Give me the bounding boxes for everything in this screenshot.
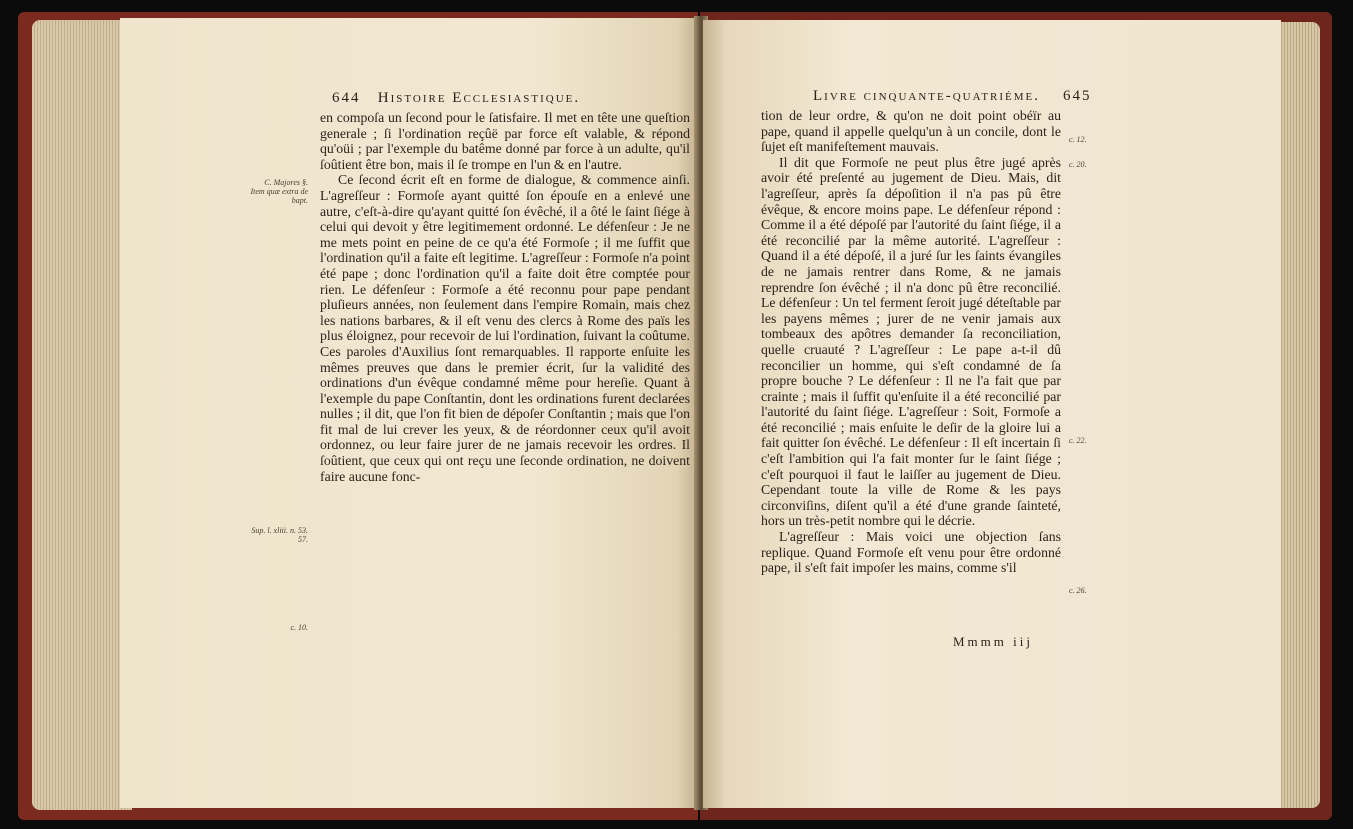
- left-page-header: [332, 90, 580, 107]
- signature-mark: Mmmm iij: [953, 634, 1033, 649]
- right-running-title: Livre cinquante-quatriéme.: [813, 88, 1041, 104]
- right-paragraph-1: tion de leur ordre, & qu'on ne doit point obéïr au pape, quand il appelle quelqu'un à un concile, dont le ſujet eſt manifeſtement mauvais.: [761, 108, 1061, 155]
- left-page-number: 644: [332, 90, 361, 106]
- left-margin-note-3: c. 10.: [290, 623, 308, 632]
- left-page-edges: [32, 20, 132, 810]
- right-body-text: [761, 108, 1061, 576]
- right-margin-note-1: c. 12.: [1069, 135, 1087, 144]
- right-page: [703, 20, 1281, 808]
- left-paragraph-2: Ce ſecond écrit eſt en forme de dialogue, & commence ainſi. L'agreſſeur : Formoſe ayant quitté ſon épouſe en a enlevé une autre, c'eſt-à-dire qu'ayant quitté ſon évêché, il a ôté le ſaint ſiége à celui qui devoit y être legitimement ordonné. Le défenſeur : Je ne me mets point en peine de ce qu'a été Formoſe ; il me ſuffit que l'ordination qu'il a faite eſt legitime. L'agreſſeur : Formoſe n'a point été pape ; donc l'ordination qu'il a faite doit être comptée pour rien. Le défenſeur : Formoſe a été reconnu pour pape pendant pluſieurs années, non ſeulement dans l'empire Romain, mais chez les nations barbares, & il eſt venu des clercs à Rome des païs les plus éloignez, pour recevoir de lui l'ordination, ſuivant la coûtume. Ces paroles d'Auxilius ſont remarquables. Il rapporte enſuite les mêmes preuves que dans le premier écrit, ſur la validité des ordinations d'un évêque condamné même pour hereſie. Quant à l'exemple du pape Conſtantin, dont les ordinations furent declarées nulles ; il dit, que l'on fit bien de dépoſer Conſtantin ; mais que l'on fit mal de lui crever les yeux, & de réordonner ceux qu'il avoit ordonnez, ou leur faire jurer de ne jamais recevoir les ordres. Il ſoûtient, que ceux qui ont reçu une ſeconde ordination, ne doivent faire aucune fonc-: [320, 172, 690, 484]
- left-margin-note-2: Sup. l. xliii. n. 53. 57.: [251, 526, 308, 544]
- right-paragraph-3: L'agreſſeur : Mais voici une objection ſans replique. Quand Formoſe eſt venu pour être ordonné pape, il s'eſt fait impoſer les mains, comme s'il: [761, 529, 1061, 576]
- left-paragraph-1: en compoſa un ſecond pour le ſatisfaire. Il met en tête une queſtion generale ; ſi l'ordination reçûë par force eſt valable, & répond qu'oüi ; par l'exemple du batême donné par force à un adulte, qu'il ſoûtient être bon, mais il ſe trompe en l'un & en l'autre.: [320, 110, 690, 172]
- left-margin-note-1: C. Majores §. Item quæ extra de bapt.: [250, 178, 308, 205]
- right-margin-note-2: c. 20.: [1069, 160, 1087, 169]
- left-body-text: [320, 110, 690, 484]
- right-margin-note-4: c. 26.: [1069, 586, 1087, 595]
- right-margin-note-3: c. 22.: [1069, 436, 1087, 445]
- right-page-header: [813, 88, 1092, 105]
- left-running-title: Histoire Ecclesiastique.: [377, 90, 581, 106]
- right-page-number: 645: [1063, 88, 1092, 104]
- left-page: [120, 18, 700, 808]
- right-paragraph-2: Il dit que Formoſe ne peut plus être jugé après avoir été preſenté au jugement de Dieu. Mais, dit l'agreſſeur, après ſa dépoſition il n'a pas pû être évêque, & encore moins pape. Le défenſeur répond : Comme il a été dépoſé par l'autorité du ſaint ſiége, il a été reconcilié par la même autorité. L'agreſſeur : Quand il a été dépoſé, il a juré ſur les ſaints évangiles de ne jamais rentrer dans Rome, & ne jamais reprendre ſon évêché ; il n'a donc pû être reconcilié. Le défenſeur : Un tel ferment ſeroit jugé déteſtable par les payens mêmes ; jurer de ne venir jamais aux tombeaux des apôtres demander ſa reconciliation, quelle cruauté ? L'agreſſeur : Le pape a-t-il dû reconcilier un homme, qui s'eſt condamné de ſa propre bouche ? Le défenſeur : Il ne l'a fait que par crainte ; mais il ſuffit qu'enſuite il a été reconcilié par l'autorité du ſaint ſiége. L'agreſſeur : Soit, Formoſe a été reconcilié ; mais enſuite le deſir de la gloire lui a fait quitter ſon évêché. Le défenſeur : Il eſt incertain ſi c'eſt l'ambition qui l'a fait monter ſur le ſaint ſiége ; c'eſt pourquoi il faut le laiſſer au jugement de Dieu. Cependant toute la ville de Rome & les pays circonviſins, diſent qu'il a été d'une grande ſainteté, hors un très-petit nombre qui le décrie.: [761, 154, 1061, 529]
